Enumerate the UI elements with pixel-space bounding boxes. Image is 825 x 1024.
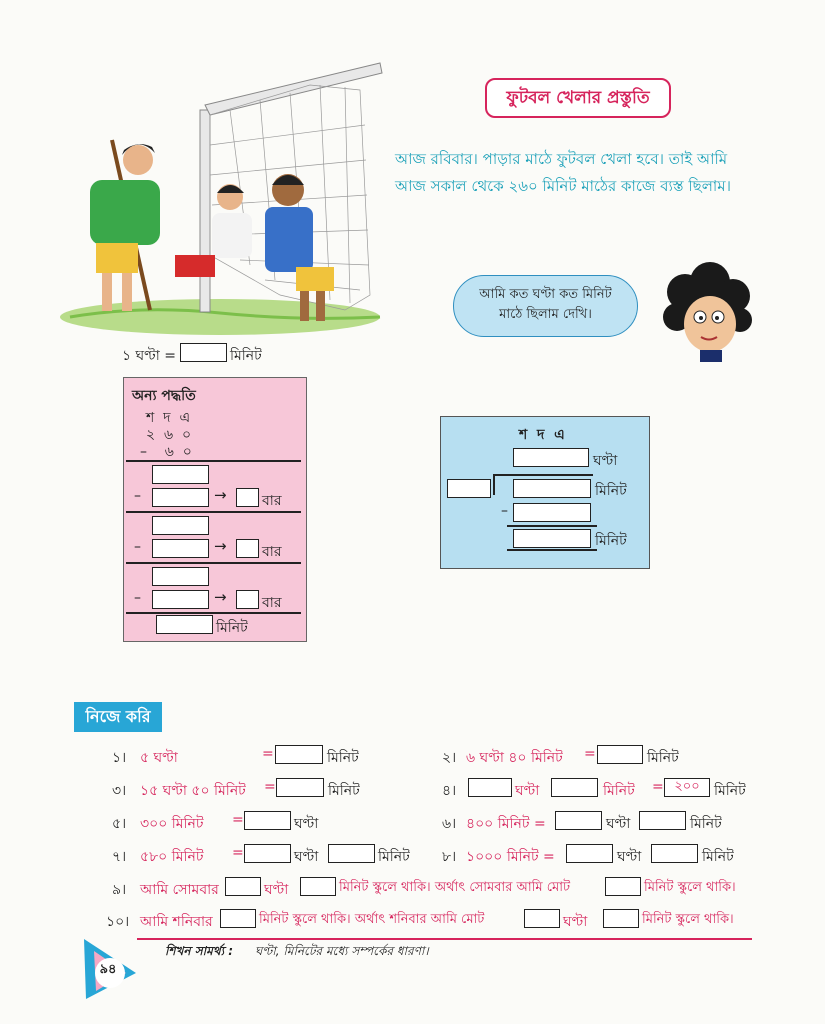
q9-hour-box[interactable] xyxy=(225,877,261,896)
arrow-icon: → xyxy=(214,588,227,606)
step1-subtract-box[interactable] xyxy=(152,488,209,507)
q8-minute-unit: মিনিট xyxy=(702,849,734,865)
hour-label: ঘণ্টা xyxy=(593,453,618,469)
final-minute-label: মিনিট xyxy=(216,620,248,636)
minus-sign: – xyxy=(501,503,508,519)
step2-times-box[interactable] xyxy=(236,539,259,558)
hour-eq-unit: মিনিট xyxy=(230,348,262,364)
q4-given-value: ২০০ xyxy=(664,778,710,797)
section-heading-nije-kori: নিজে করি xyxy=(74,702,162,732)
football-goal-illustration xyxy=(60,55,395,340)
division-panel xyxy=(440,416,650,569)
q7-hour-unit: ঘণ্টা xyxy=(294,849,319,865)
step3-times-box[interactable] xyxy=(236,590,259,609)
footer-label: শিখন সামর্থ্য : xyxy=(165,944,234,958)
q5-answer-box[interactable] xyxy=(244,811,291,830)
q3-eq: = xyxy=(264,779,276,795)
step1-times-box[interactable] xyxy=(236,488,259,507)
q9-text-c: মিনিট স্কুলে থাকি। অর্থাৎ সোমবার আমি মোট xyxy=(339,880,571,895)
q1-answer-box[interactable] xyxy=(275,745,323,764)
minus-sign: – xyxy=(134,590,141,606)
q4-eq: = xyxy=(652,779,664,795)
page-number: ৯৪ xyxy=(99,962,117,977)
q8-hour-box[interactable] xyxy=(566,844,613,863)
story-line-2: আজ সকাল থেকে ২৬০ মিনিট মাঠের কাজে ব্যস্ত ছিলাম। xyxy=(395,177,731,195)
q10-text-d: মিনিট স্কুলে থাকি। xyxy=(642,912,734,927)
q5-eq: = xyxy=(232,812,244,828)
q1-number: ১। xyxy=(112,750,127,766)
division-remainder-box[interactable] xyxy=(513,529,591,548)
q6-minute-unit: মিনিট xyxy=(690,816,722,832)
q9-number: ৯। xyxy=(112,882,127,898)
q1-eq: = xyxy=(262,746,274,762)
step2-remainder-box[interactable] xyxy=(152,516,209,535)
q1-text: ৫ ঘণ্টা xyxy=(140,750,178,766)
q6-hour-unit: ঘণ্টা xyxy=(606,816,631,832)
bubble-line-1: আমি কত ঘণ্টা কত মিনিট xyxy=(479,287,612,302)
q10-text-b: মিনিট স্কুলে থাকি। অর্থাৎ শনিবার আমি মোট xyxy=(259,912,485,927)
q6-hour-box[interactable] xyxy=(555,811,602,830)
q3-answer-box[interactable] xyxy=(276,778,324,797)
q2-text: ৬ ঘণ্টা ৪০ মিনিট xyxy=(466,750,563,766)
q8-minute-box[interactable] xyxy=(651,844,698,863)
curly-boy-illustration xyxy=(655,262,755,362)
q10-minute-box[interactable] xyxy=(220,909,256,928)
minute-label: মিনিট xyxy=(595,533,627,549)
minus-sign: – xyxy=(134,488,141,504)
step3-remainder-box[interactable] xyxy=(152,567,209,586)
q10-hour-box[interactable] xyxy=(524,909,560,928)
arrow-icon: → xyxy=(214,486,227,504)
q10-number: ১০। xyxy=(106,914,130,930)
q7-eq: = xyxy=(232,845,244,861)
dividend-box[interactable] xyxy=(513,479,591,498)
q2-number: ২। xyxy=(442,750,457,766)
q9-text-a: আমি সোমবার xyxy=(140,882,219,898)
q7-minute-unit: মিনিট xyxy=(378,849,410,865)
q4-hour-unit: ঘণ্টা xyxy=(515,783,540,799)
footer-learning-outcome xyxy=(165,943,429,963)
q2-eq: = xyxy=(584,746,596,762)
dividend-digits: ২ ৬ ০ xyxy=(146,427,192,443)
q7-hour-box[interactable] xyxy=(244,844,291,863)
q5-text: ৩০০ মিনিট xyxy=(140,816,204,832)
subtract-digits: – ৬ ০ xyxy=(140,444,192,460)
q4-number: ৪। xyxy=(442,783,457,799)
q1-unit: মিনিট xyxy=(327,750,359,766)
q6-number: ৬। xyxy=(442,816,457,832)
q7-text: ৫৮০ মিনিট xyxy=(140,849,204,865)
q6-minute-box[interactable] xyxy=(639,811,686,830)
q9-total-box[interactable] xyxy=(605,877,641,896)
step3-subtract-box[interactable] xyxy=(152,590,209,609)
q8-hour-unit: ঘণ্টা xyxy=(617,849,642,865)
q7-number: ৭। xyxy=(112,849,127,865)
q3-number: ৩। xyxy=(112,783,127,799)
q8-text: ১০০০ মিনিট = xyxy=(466,849,555,865)
q4-total-unit: মিনিট xyxy=(714,783,746,799)
hour-eq-answer-box[interactable] xyxy=(180,343,227,362)
bubble-line-2: মাঠে ছিলাম দেখি। xyxy=(499,307,592,322)
q9-text-d: মিনিট স্কুলে থাকি। xyxy=(644,880,736,895)
footer-text: ঘণ্টা, মিনিটের মধ্যে সম্পর্কের ধারণা। xyxy=(254,944,429,958)
q8-number: ৮। xyxy=(442,849,457,865)
divisor-box[interactable] xyxy=(447,479,491,498)
step2-subtract-box[interactable] xyxy=(152,539,209,558)
q2-unit: মিনিট xyxy=(647,750,679,766)
times-label: বার xyxy=(262,493,282,509)
footer-divider xyxy=(137,938,752,940)
division-subtract-box[interactable] xyxy=(513,503,591,522)
final-minute-box[interactable] xyxy=(156,615,213,634)
q5-number: ৫। xyxy=(112,816,127,832)
minute-label: মিনিট xyxy=(595,483,627,499)
q6-text: ৪০০ মিনিট = xyxy=(466,816,546,832)
q3-text: ১৫ ঘণ্টা ৫০ মিনিট xyxy=(140,783,246,799)
q3-unit: মিনিট xyxy=(328,783,360,799)
q5-unit: ঘণ্টা xyxy=(294,816,319,832)
times-label: বার xyxy=(262,595,282,611)
page-title: ফুটবল খেলার প্রস্তুতি xyxy=(485,78,671,118)
step1-remainder-box[interactable] xyxy=(152,465,209,484)
other-method-heading: অন্য পদ্ধতি xyxy=(132,388,196,404)
q4-minute-unit: মিনিট xyxy=(603,783,635,799)
place-value-header: শ দ এ xyxy=(146,410,191,426)
q4-minute-box[interactable] xyxy=(551,778,598,797)
q10-total-minute-box[interactable] xyxy=(603,909,639,928)
minus-sign: – xyxy=(134,539,141,555)
division-header: শ দ এ xyxy=(519,427,565,443)
hour-eq-label: ১ ঘণ্টা = xyxy=(122,348,177,364)
story-line-1: আজ রবিবার। পাড়ার মাঠে ফুটবল খেলা হবে। তাই আমি xyxy=(395,150,728,168)
quotient-hour-box[interactable] xyxy=(513,448,589,467)
q4-hour-box[interactable] xyxy=(468,778,512,797)
q9-minute-box[interactable] xyxy=(300,877,336,896)
other-method-panel xyxy=(123,377,307,642)
q10-text-c: ঘণ্টা xyxy=(563,914,588,930)
q10-text-a: আমি শনিবার xyxy=(140,914,213,930)
arrow-icon: → xyxy=(214,537,227,555)
q2-answer-box[interactable] xyxy=(597,745,643,764)
q9-text-b: ঘণ্টা xyxy=(264,882,289,898)
speech-bubble xyxy=(453,275,638,337)
times-label: বার xyxy=(262,544,282,560)
q7-minute-box[interactable] xyxy=(328,844,375,863)
